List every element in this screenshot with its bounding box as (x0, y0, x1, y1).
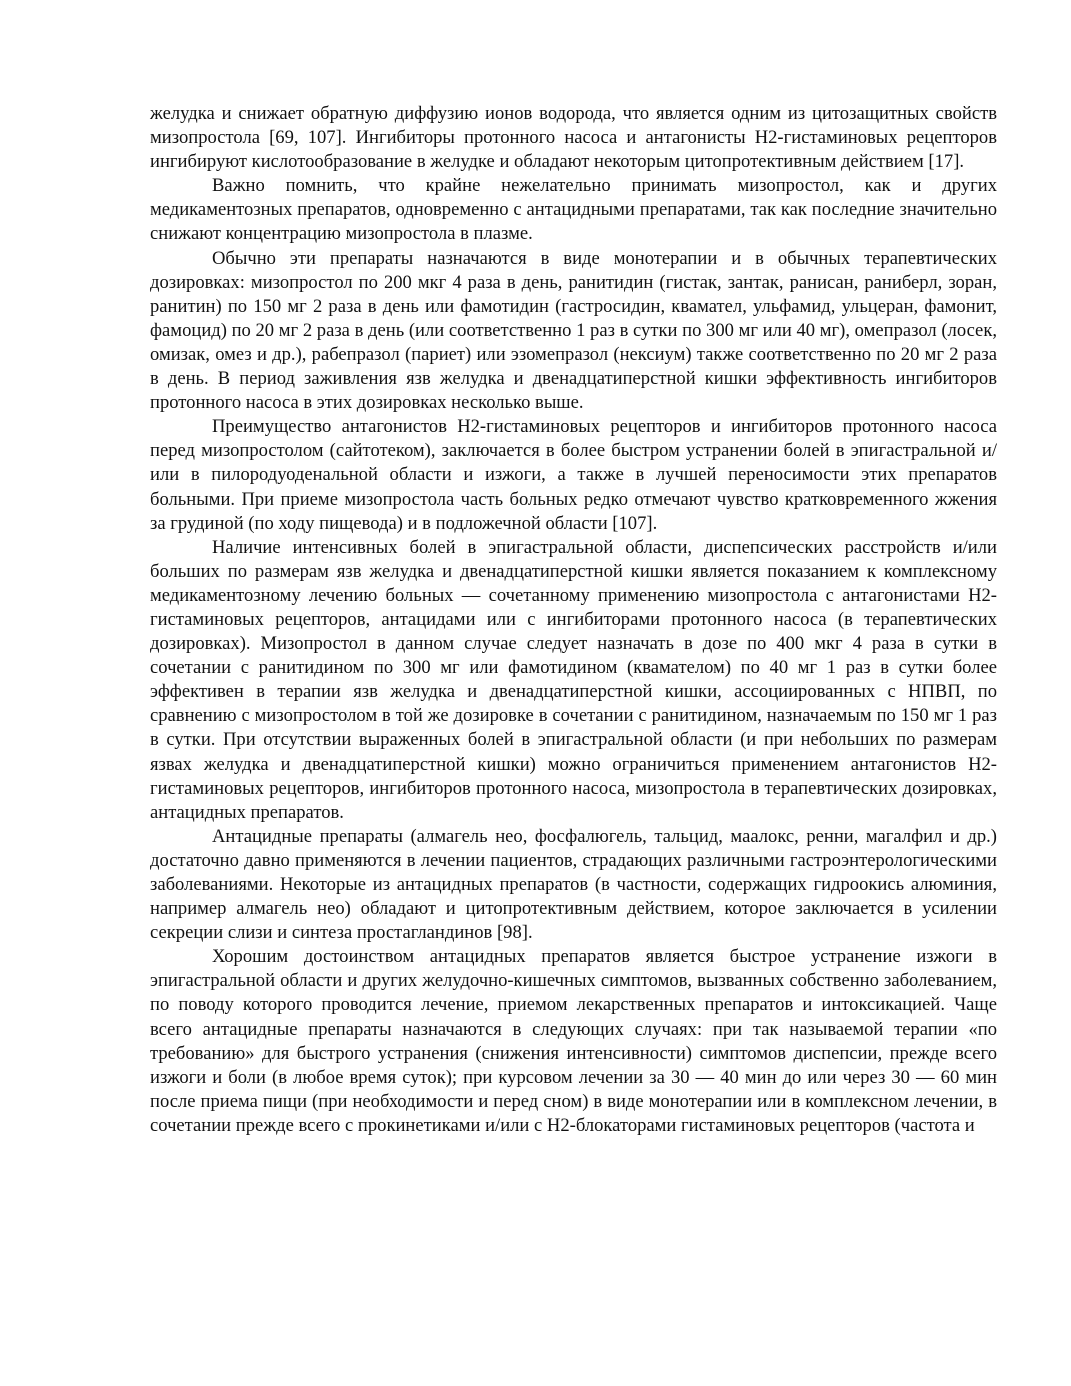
paragraph-2: Важно помнить, что крайне нежелательно принимать мизопростол, как и других медикаментозных препаратов, одновременно с антацидными препаратами, так как последние значительно снижают концентрацию мизопростола в плазме. (150, 175, 997, 245)
paragraph-3: Обычно эти препараты назначаются в виде монотерапии и в обычных терапевтических дозировках: мизопростол по 200 мкг 4 раза в день, ранитидин (гистак, зантак, ранисан, раниберл, зоран, ранитин) по 150 мг 2 раза в день или фамотидин (гастросидин, квамател, ульфамид, ульцеран, фамонит, фамоцид) по 20 мг 2 раза в день (или соответственно 1 раз в сутки по 300 мг или 40 мг), омепразол (лосек, омизак, омез и др.), рабепразол (париет) или эзомепразол (нексиум) также соответственно по 20 мг 2 раза в день. В период заживления язв желудка и двенадцатиперстной кишки эффективность ингибиторов протонного насоса в этих дозировках несколько выше. (150, 247, 997, 414)
paragraph-4: Преимущество антагонистов Н2-гистаминовых рецепторов и ингибиторов протонного насоса перед мизопростолом (сайтотеком), заключается в более быстром устранении болей в эпигастральной и/или в пилородуоденальной области и изжоги, а также в лучшей переносимости этих препаратов больными. При приеме мизопростола часть больных редко отмечают чувство кратковременного жжения за грудиной (по ходу пищевода) и в подложечной области [107]. (150, 416, 997, 534)
paragraph-7: Хорошим достоинством антацидных препаратов является быстрое устранение изжоги в эпигастральной области и других желудочно-кишечных симптомов, вызванных собственно заболеванием, по поводу которого проводится лечение, приемом лекарственных препаратов и интоксикацией. Чаще всего антацидные препараты назначаются в следующих случаях: при так называемой терапии «по требованию» для быстрого устранения (снижения интенсивности) симптомов диспепсии, прежде всего изжоги и боли (в любое время суток); при курсовом лечении за 30 — 40 мин до или через 30 — 60 мин после приема пищи (при необходимости и перед сном) в виде монотерапии или в комплексном лечении, в сочетании прежде всего с прокинетиками и/или с Н2-блокаторами гистаминовых рецепторов (частота и (150, 946, 997, 1136)
paragraph-1: желудка и снижает обратную диффузию ионов водорода, что является одним из цитозащитных свойств мизопростола [69, 107]. Ингибиторы протонного насоса и антагонисты Н2-гистаминовых рецепторов ингибируют кислотообразование в желудке и обладают некоторым цитопротективным действием [17]. (150, 103, 997, 173)
document-page (150, 102, 997, 1138)
paragraph-5: Наличие интенсивных болей в эпигастральной области, диспепсических расстройств и/или больших по размерам язв желудка и двенадцатиперстной кишки является показанием к комплексному медикаментозному лечению больных — сочетанному применению мизопростола с антагонистами Н2-гистаминовых рецепторов, антацидами или с ингибиторами протонного насоса (в терапевтических дозировках). Мизопростол в данном случае следует назначать в дозе по 400 мкг 4 раза в сутки в сочетании с ранитидином по 300 мг или фамотидином (квамателом) по 40 мг 1 раз в сутки более эффективен в терапии язв желудка и двенадцатиперстной кишки, ассоциированных с НПВП, по сравнению с мизопростолом в той же дозировке в сочетании с ранитидином, назначаемым по 150 мг 1 раз в сутки. При отсутствии выраженных болей в эпигастральной области (и при небольших по размерам язвах желудка и двенадцатиперстной кишки) можно ограничиться применением антагонистов Н2-гистаминовых рецепторов, ингибиторов протонного насоса, мизопростола в терапевтических дозировках, антацидных препаратов. (150, 536, 997, 823)
paragraph-6: Антацидные препараты (алмагель нео, фосфалюгель, тальцид, маалокс, ренни, магалфил и др.) достаточно давно применяются в лечении пациентов, страдающих различными гастроэнтерологическими заболеваниями. Некоторые из антацидных препаратов (в частности, содержащих гидроокись алюминия, например алмагель нео) обладают и цитопротективным действием, которое заключается в усилении секреции слизи и синтеза простагландинов [98]. (150, 825, 997, 944)
